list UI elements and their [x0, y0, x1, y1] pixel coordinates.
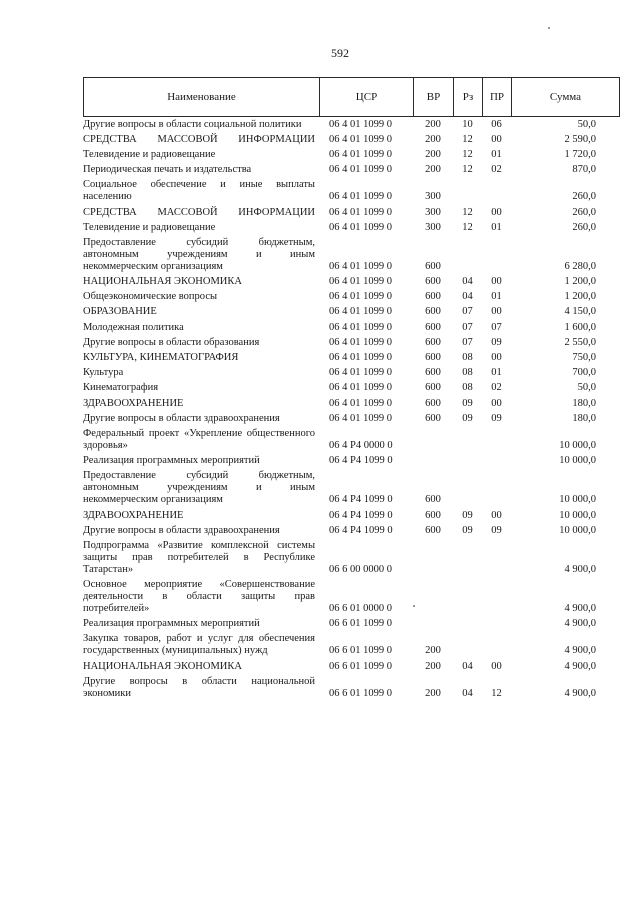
cell-pr: 00	[491, 397, 502, 409]
cell-vr: 200	[425, 687, 441, 699]
cell-pr: 02	[491, 164, 502, 176]
cell-sum: 4 900,0	[564, 563, 596, 575]
cell-rz: 12	[462, 164, 473, 176]
page-number: 592	[331, 46, 349, 60]
table-row	[83, 117, 620, 132]
table-row	[83, 469, 620, 508]
cell-name: Предоставление субсидий бюджетным, автономным учреждениям и иным некоммерческим организациям	[83, 236, 315, 272]
table-row	[83, 178, 620, 205]
cell-vr: 600	[425, 321, 441, 333]
cell-name: Другие вопросы в области образования	[83, 336, 260, 348]
cell-name: НАЦИОНАЛЬНАЯ ЭКОНОМИКА	[83, 276, 242, 288]
table-row	[83, 235, 620, 274]
header-rz: Рз	[454, 78, 483, 116]
cell-name: Реализация программных мероприятий	[83, 618, 260, 630]
cell-sum: 750,0	[572, 352, 596, 364]
cell-sum: 2 590,0	[564, 133, 596, 145]
cell-rz: 04	[462, 687, 473, 699]
cell-csr: 06 4 01 1099 0	[329, 276, 392, 288]
cell-sum: 50,0	[577, 118, 596, 130]
cell-name: НАЦИОНАЛЬНАЯ ЭКОНОМИКА	[83, 660, 242, 672]
cell-pr: 00	[491, 133, 502, 145]
cell-csr: 06 4 01 1099 0	[329, 191, 392, 203]
cell-name: Другие вопросы в области здравоохранения	[83, 412, 280, 424]
cell-sum: 260,0	[572, 191, 596, 203]
cell-vr: 300	[425, 206, 441, 218]
header-pr: ПР	[483, 78, 512, 116]
cell-sum: 260,0	[572, 206, 596, 218]
cell-rz: 07	[462, 336, 473, 348]
cell-csr: 06 4 01 1099 0	[329, 291, 392, 303]
cell-csr: 06 4 P4 1099 0	[329, 494, 393, 506]
cell-name: ЗДРАВООХРАНЕНИЕ	[83, 509, 184, 521]
cell-vr: 600	[425, 509, 441, 521]
table-row	[83, 411, 620, 426]
cell-pr: 09	[491, 524, 502, 536]
cell-name: ЗДРАВООХРАНЕНИЕ	[83, 397, 184, 409]
cell-rz: 04	[462, 276, 473, 288]
cell-sum: 10 000,0	[559, 509, 596, 521]
cell-vr: 200	[425, 118, 441, 130]
cell-rz: 12	[462, 206, 473, 218]
table-row	[83, 538, 620, 577]
cell-sum: 1 720,0	[564, 148, 596, 160]
cell-csr: 06 4 P4 1099 0	[329, 524, 393, 536]
cell-pr: 01	[491, 221, 502, 233]
table-row	[83, 290, 620, 305]
cell-csr: 06 6 01 1099 0	[329, 645, 392, 657]
cell-rz: 12	[462, 221, 473, 233]
cell-vr: 300	[425, 221, 441, 233]
cell-csr: 06 6 01 0000 0	[329, 603, 392, 615]
header-csr: ЦСР	[320, 78, 414, 116]
cell-vr: 300	[425, 191, 441, 203]
cell-sum: 10 000,0	[559, 455, 596, 467]
cell-rz: 12	[462, 148, 473, 160]
cell-vr: 600	[425, 524, 441, 536]
cell-csr: 06 4 01 1099 0	[329, 133, 392, 145]
cell-pr: 09	[491, 412, 502, 424]
cell-csr: 06 4 P4 0000 0	[329, 439, 393, 451]
cell-name: Подпрограмма «Развитие комплексной системы защиты прав потребителей в Республике Татарстан»	[83, 539, 315, 575]
cell-name: Молодежная политика	[83, 321, 184, 333]
cell-csr: 06 4 01 1099 0	[329, 221, 392, 233]
cell-pr: 07	[491, 321, 502, 333]
cell-vr: 600	[425, 260, 441, 272]
cell-pr: 00	[491, 352, 502, 364]
cell-vr: 200	[425, 660, 441, 672]
cell-rz: 07	[462, 321, 473, 333]
table-row	[83, 578, 620, 617]
cell-sum: 10 000,0	[559, 439, 596, 451]
cell-sum: 870,0	[572, 164, 596, 176]
header-vr: ВР	[414, 78, 454, 116]
cell-name: КУЛЬТУРА, КИНЕМАТОГРАФИЯ	[83, 352, 239, 364]
cell-csr: 06 4 01 1099 0	[329, 118, 392, 130]
cell-sum: 10 000,0	[559, 494, 596, 506]
cell-sum: 4 900,0	[564, 687, 596, 699]
cell-name: СРЕДСТВА МАССОВОЙ ИНФОРМАЦИИ	[83, 133, 315, 145]
table-row	[83, 659, 620, 674]
cell-name: Культура	[83, 367, 124, 379]
cell-vr: 200	[425, 133, 441, 145]
cell-name: Кинематография	[83, 382, 159, 394]
table-row	[83, 305, 620, 320]
cell-name: Телевидение и радиовещание	[83, 148, 216, 160]
table-row	[83, 632, 620, 659]
cell-sum: 2 550,0	[564, 336, 596, 348]
cell-rz: 12	[462, 133, 473, 145]
cell-vr: 200	[425, 148, 441, 160]
cell-rz: 09	[462, 412, 473, 424]
cell-rz: 07	[462, 306, 473, 318]
cell-csr: 06 4 01 1099 0	[329, 260, 392, 272]
cell-sum: 4 900,0	[564, 618, 596, 630]
cell-name: Реализация программных мероприятий	[83, 455, 260, 467]
cell-name: Основное мероприятие «Совершенствование деятельности в области защиты прав потребителей»	[83, 579, 315, 615]
cell-csr: 06 6 01 1099 0	[329, 687, 392, 699]
cell-pr: 00	[491, 306, 502, 318]
cell-pr: 02	[491, 382, 502, 394]
table-row	[83, 508, 620, 523]
cell-vr: 600	[425, 367, 441, 379]
table-row	[83, 350, 620, 365]
cell-pr: 01	[491, 291, 502, 303]
cell-csr: 06 4 01 1099 0	[329, 397, 392, 409]
cell-sum: 180,0	[572, 412, 596, 424]
cell-vr: 600	[425, 412, 441, 424]
cell-rz: 04	[462, 291, 473, 303]
cell-csr: 06 4 01 1099 0	[329, 321, 392, 333]
cell-sum: 700,0	[572, 367, 596, 379]
cell-csr: 06 4 01 1099 0	[329, 206, 392, 218]
cell-sum: 6 280,0	[564, 260, 596, 272]
table-header	[83, 77, 620, 117]
cell-rz: 08	[462, 382, 473, 394]
cell-pr: 06	[491, 118, 502, 130]
cell-name: Федеральный проект «Укрепление общественного здоровья»	[83, 427, 315, 451]
cell-vr: 200	[425, 645, 441, 657]
cell-csr: 06 4 P4 1099 0	[329, 509, 393, 521]
cell-csr: 06 4 P4 1099 0	[329, 455, 393, 467]
table-row	[83, 132, 620, 147]
cell-pr: 00	[491, 509, 502, 521]
cell-vr: 600	[425, 276, 441, 288]
table-row	[83, 275, 620, 290]
cell-vr: 600	[425, 382, 441, 394]
cell-name: Другие вопросы в области национальной экономики	[83, 675, 315, 699]
table-row	[83, 335, 620, 350]
table-row	[83, 366, 620, 381]
cell-pr: 00	[491, 660, 502, 672]
header-sum: Сумма	[549, 91, 582, 103]
cell-name: Телевидение и радиовещание	[83, 221, 216, 233]
cell-vr: 600	[425, 336, 441, 348]
table-row	[83, 163, 620, 178]
cell-name: Закупка товаров, работ и услуг для обеспечения государственных (муниципальных) нужд	[83, 633, 315, 657]
table-body	[83, 117, 620, 701]
cell-vr: 600	[425, 291, 441, 303]
table-row	[83, 220, 620, 235]
cell-sum: 50,0	[577, 382, 596, 394]
table-row	[83, 396, 620, 411]
cell-pr: 01	[491, 148, 502, 160]
cell-sum: 4 900,0	[564, 660, 596, 672]
scan-speck	[548, 27, 550, 29]
cell-csr: 06 4 01 1099 0	[329, 306, 392, 318]
table-row	[83, 674, 620, 701]
cell-rz: 09	[462, 397, 473, 409]
cell-csr: 06 6 01 1099 0	[329, 618, 392, 630]
budget-table	[83, 77, 620, 701]
table-row	[83, 617, 620, 632]
table-row	[83, 381, 620, 396]
cell-vr: 600	[425, 352, 441, 364]
cell-vr: 200	[425, 164, 441, 176]
cell-pr: 01	[491, 367, 502, 379]
cell-name: Другие вопросы в области социальной политики	[83, 118, 302, 130]
cell-csr: 06 4 01 1099 0	[329, 336, 392, 348]
cell-sum: 1 200,0	[564, 291, 596, 303]
cell-rz: 09	[462, 524, 473, 536]
cell-csr: 06 4 01 1099 0	[329, 412, 392, 424]
cell-rz: 08	[462, 367, 473, 379]
table-row	[83, 523, 620, 538]
cell-csr: 06 4 01 1099 0	[329, 382, 392, 394]
cell-name: Предоставление субсидий бюджетным, автономным учреждениям и иным некоммерческим организациям	[83, 470, 315, 506]
table-row	[83, 426, 620, 453]
cell-sum: 260,0	[572, 221, 596, 233]
cell-sum: 1 600,0	[564, 321, 596, 333]
cell-vr: 600	[425, 494, 441, 506]
cell-name: Периодическая печать и издательства	[83, 164, 252, 176]
cell-sum: 4 900,0	[564, 645, 596, 657]
cell-csr: 06 6 01 1099 0	[329, 660, 392, 672]
cell-sum: 4 900,0	[564, 603, 596, 615]
cell-pr: 00	[491, 206, 502, 218]
cell-csr: 06 4 01 1099 0	[329, 367, 392, 379]
cell-csr: 06 4 01 1099 0	[329, 352, 392, 364]
cell-pr: 12	[491, 687, 502, 699]
cell-name: Другие вопросы в области здравоохранения	[83, 524, 280, 536]
cell-vr: 600	[425, 306, 441, 318]
cell-name: ОБРАЗОВАНИЕ	[83, 306, 157, 318]
cell-vr: 600	[425, 397, 441, 409]
cell-name: Общеэкономические вопросы	[83, 291, 218, 303]
table-row	[83, 205, 620, 220]
table-row	[83, 454, 620, 469]
cell-rz: 04	[462, 660, 473, 672]
table-row	[83, 147, 620, 162]
cell-rz: 08	[462, 352, 473, 364]
cell-name: СРЕДСТВА МАССОВОЙ ИНФОРМАЦИИ	[83, 206, 315, 218]
scan-speck	[413, 605, 415, 607]
table-row	[83, 320, 620, 335]
cell-pr: 00	[491, 276, 502, 288]
cell-sum: 180,0	[572, 397, 596, 409]
cell-sum: 1 200,0	[564, 276, 596, 288]
cell-name: Социальное обеспечение и иные выплаты населению	[83, 179, 315, 203]
cell-sum: 10 000,0	[559, 524, 596, 536]
cell-csr: 06 6 00 0000 0	[329, 563, 392, 575]
cell-csr: 06 4 01 1099 0	[329, 164, 392, 176]
cell-rz: 09	[462, 509, 473, 521]
header-name: Наименование	[84, 78, 320, 116]
cell-rz: 10	[462, 118, 473, 130]
cell-pr: 09	[491, 336, 502, 348]
cell-csr: 06 4 01 1099 0	[329, 148, 392, 160]
cell-sum: 4 150,0	[564, 306, 596, 318]
